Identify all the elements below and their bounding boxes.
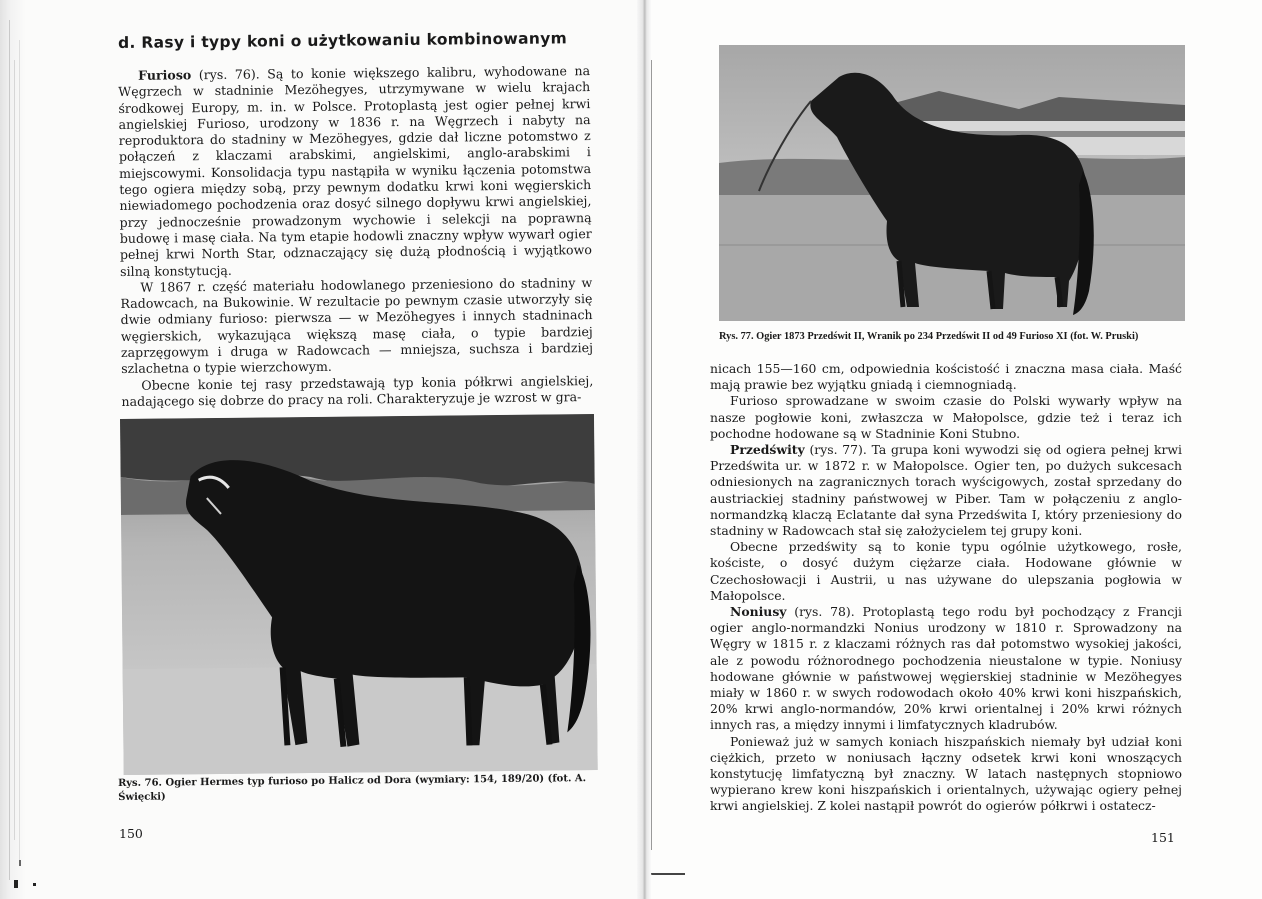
paragraph: Obecne konie tej rasy przedstawają typ konia półkrwi angielskiej, nadającego się dobrze do pracy na roli. Charakteryzuje je wzrost w gra- — [121, 372, 594, 409]
paragraph — [710, 604, 1182, 734]
horse-photo-illustration — [120, 414, 598, 775]
right-body-text — [710, 361, 1182, 815]
scan-mark — [19, 860, 21, 866]
lead-term: Furioso — [137, 67, 192, 83]
page-edge-shadow — [0, 0, 26, 899]
gutter-shadow — [651, 873, 685, 878]
page-number-right: 151 — [1151, 830, 1175, 845]
section-heading: d. Rasy i typy koni o użytkowaniu kombinowanym — [118, 29, 568, 52]
scan-mark — [14, 880, 18, 888]
scan-mark — [33, 883, 36, 886]
paragraph: W 1867 r. część materiału hodowlanego przeniesiono do stadniny w Radowcach, na Bukowinie. W rezultacie po pewnym czasie utworzyły się dwie odmiany furioso: pierwsza — w Mezöhegyes i innych stadninach węgierskich, wykazująca większą masę ciała, o typie bardziej zaprzęgowym i druga w Radowcach — mniejsza, suchsza i bardziej szlachetna o typie wierzchowym. — [120, 274, 594, 377]
paragraph: nicach 155—160 cm, odpowiednia kościstość i znaczna masa ciała. Maść mają prawie bez wyjątku gniadą i ciemnogniadą. — [710, 361, 1182, 393]
figure-76-caption: Rys. 76. Ogier Hermes typ furioso po Halicz od Dora (wymiary: 154, 189/20) (fot. A. Święcki) — [118, 773, 587, 803]
book-gutter — [637, 0, 651, 899]
paragraph — [710, 442, 1182, 539]
figure-77-caption: Rys. 77. Ogier 1873 Przedświt II, Wranik po 234 Przedświt II od 49 Furioso XI (fot. W. Pruski) — [719, 331, 1139, 342]
paragraph — [118, 63, 592, 280]
figure-77-photo — [719, 45, 1185, 321]
gutter-line — [651, 60, 652, 850]
figure-76-photo — [120, 414, 598, 775]
paragraph: Obecne przedświty są to konie typu ogólnie użytkowego, rosłe, kościste, o dosyć dużym ciężarze ciała. Hodowane głównie w Czechosłowacji i Austrii, u nas używane do ulepszania pogłowia w Małopolsce. — [710, 539, 1182, 603]
paragraph: Ponieważ już w samych koniach hiszpańskich niemały był udział koni ciężkich, przeto w noniusach łączny odsetek krwi koni wnoszących konstytucję limfatyczną był znaczny. W latach następnych stopniowo wypierano krew koni hiszpańskich i orientalnych, używając ogiery pełnej krwi angielskiej. Z kolei nastąpił powrót do ogierów półkrwi i ostatecz- — [710, 733, 1182, 814]
lead-term: Przedświty — [730, 442, 805, 458]
lead-term: Noniusy — [730, 604, 787, 620]
left-body-text — [118, 63, 594, 410]
paragraph-text: (rys. 76). Są to konie większego kalibru, wyhodowane na Węgrzech w stadninie Mezöhegyes, utrzymywane w wielu krajach środkowej Europy, m. in. w Polsce. Protoplastą jest ogier pełnej krwi angielskiej Furioso, urodzony w 1836 r. na Węgrzech i nabyty na reproduktora do stadniny w Mezöhegyes, gdzie dał liczne potomstwo z połączeń z klaczami arabskimi, angielskimi, anglo-arabskimi i miejscowymi. Konsolidacja typu nastąpiła w wyniku łączenia potomstwa tego ogiera między sobą, przy pewnym dodatku krwi koni węgierskich niewiadomego pochodzenia oraz dosyć silnego dopływu krwi angielskiej, przy jednocześnie prowadzonym wychowie i selekcji na poprawną budowę i masę ciała. Na tym etapie hodowli znaczny wpływ wywarł ogier pełnej krwi North Star, odznaczający się dużą płodnością i wyjątkowo silną konstytucją. — [118, 63, 593, 279]
paragraph: Furioso sprowadzane w swoim czasie do Polski wywarły wpływ na nasze pogłowie koni, zwłaszcza w Małopolsce, gdzie też i teraz ich pochodne hodowane są w Stadninie Koni Stubno. — [710, 393, 1182, 441]
paragraph-text: (rys. 77). Ta grupa koni wywodzi się od ogiera pełnej krwi Przedświta ur. w 1872 r. w Małopolsce. Ogier ten, po dużych sukcesach odniesionych na zagranicznych torach wyścigowych, został sprzedany do austriackiej stadniny państwowej w Piber. Tam w połączeniu z anglo-normandzką klaczą Eclatante dał syna Przedświta I, który przeniesiony do stadniny w Radowcach stał się założycielem tej grupy koni. — [710, 442, 1182, 539]
paragraph-text: (rys. 78). Protoplastą tego rodu był pochodzący z Francji ogier anglo-normandzki Nonius urodzony w 1810 r. Sprowadzony na Węgry w 1815 r. z klaczami różnych ras dał potomstwo wysokiej jakości, ale z powodu różnorodnego pochodzenia nieustalone w typie. Noniusy hodowane głównie w państwowej węgierskiej stadninie w Mezöhegyes miały w 1860 r. w swych rodowodach około 40% krwi koni hiszpańskich, 20% krwi anglo-normandów, 20% krwi orientalnej i 20% krwi różnych innych ras, a między innymi i limfatycznych kladrubów. — [710, 604, 1182, 733]
page-number-left: 150 — [119, 826, 143, 841]
horse-photo-illustration — [719, 45, 1185, 321]
